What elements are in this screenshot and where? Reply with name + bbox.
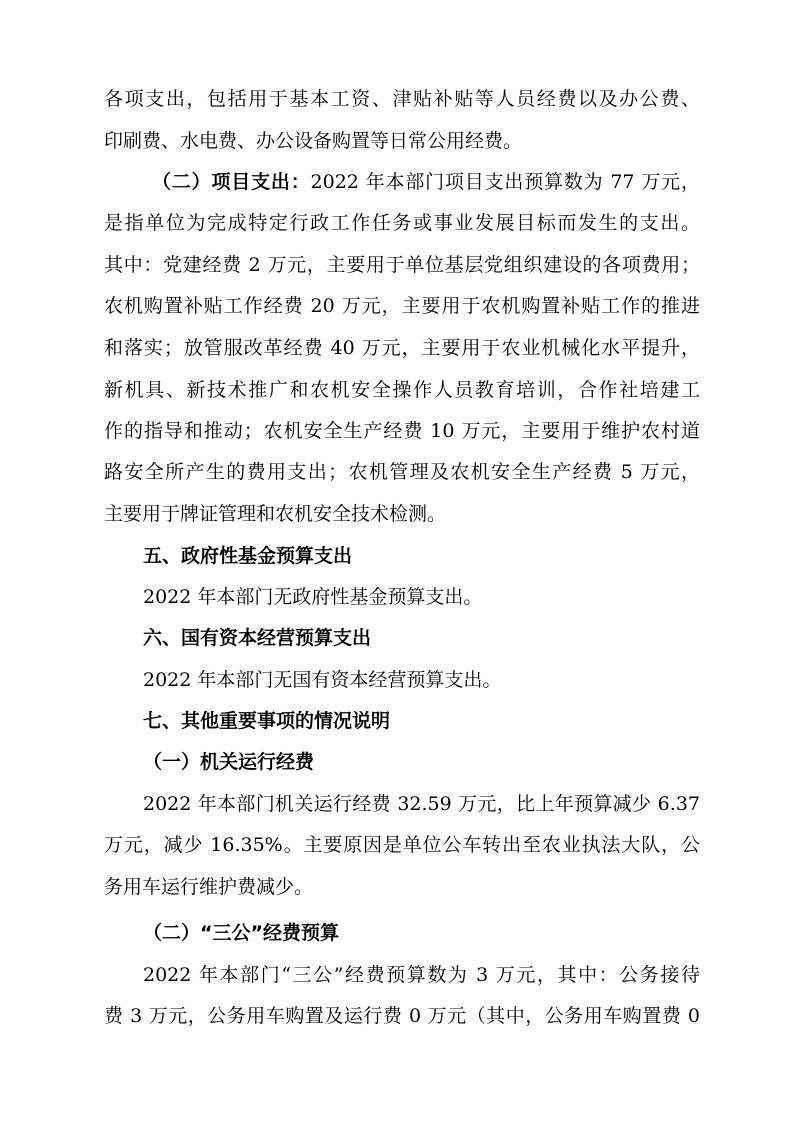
project-expense-heading: （二）项目支出： <box>152 171 311 193</box>
subsection-heading: （二）“三公”经费预算 <box>143 922 339 944</box>
body-text-line: 2022 年本部门机关运行经费 32.59 万元，比上年预算减少 6.37 <box>143 793 700 815</box>
body-text-line: 费 3 万元，公务用车购置及运行费 0 万元（其中，公务用车购置费 0 <box>104 1005 700 1027</box>
body-text-line: 印刷费、水电费、办公设备购置等日常公用经费。 <box>104 130 523 152</box>
body-text-line: 2022 年本部门无国有资本经营预算支出。 <box>143 669 502 691</box>
body-text-line: 2022 年本部门“三公”经费预算数为 3 万元，其中：公务接待 <box>143 964 700 986</box>
subsection-heading: （一）机关运行经费 <box>143 751 315 773</box>
body-text-line: 农机购置补贴工作经费 20 万元，主要用于农机购置补贴工作的推进 <box>104 295 700 317</box>
body-text-line: 务用车运行维护费减少。 <box>104 876 314 898</box>
project-expense-first-line <box>152 173 700 192</box>
body-text-line: 路安全所产生的费用支出；农机管理及农机安全生产经费 5 万元， <box>104 461 700 483</box>
body-text-line: 主要用于牌证管理和农机安全技术检测。 <box>104 503 447 525</box>
body-text-line: 各项支出，包括用于基本工资、津贴补贴等人员经费以及办公费、 <box>104 88 700 110</box>
body-text-line: 其中：党建经费 2 万元，主要用于单位基层党组织建设的各项费用； <box>104 254 700 276</box>
section-heading: 五、政府性基金预算支出 <box>143 545 353 567</box>
section-heading: 七、其他重要事项的情况说明 <box>143 710 391 732</box>
section-heading: 六、国有资本经营预算支出 <box>143 627 372 649</box>
body-text-line: 是指单位为完成特定行政工作任务或事业发展目标而发生的支出。 <box>104 212 700 234</box>
body-text-line: 新机具、新技术推广和农机安全操作人员教育培训，合作社培建工 <box>104 379 700 401</box>
body-text-line: 和落实；放管服改革经费 40 万元，主要用于农业机械化水平提升， <box>104 337 700 359</box>
project-expense-first-text: 2022 年本部门项目支出预算数为 77 万元， <box>310 171 700 193</box>
body-text-line: 2022 年本部门无政府性基金预算支出。 <box>143 586 483 608</box>
body-text-line: 万元，减少 16.35%。主要原因是单位公车转出至农业执法大队，公 <box>104 834 700 856</box>
body-text-line: 作的指导和推动；农机安全生产经费 10 万元，主要用于维护农村道 <box>104 420 700 442</box>
